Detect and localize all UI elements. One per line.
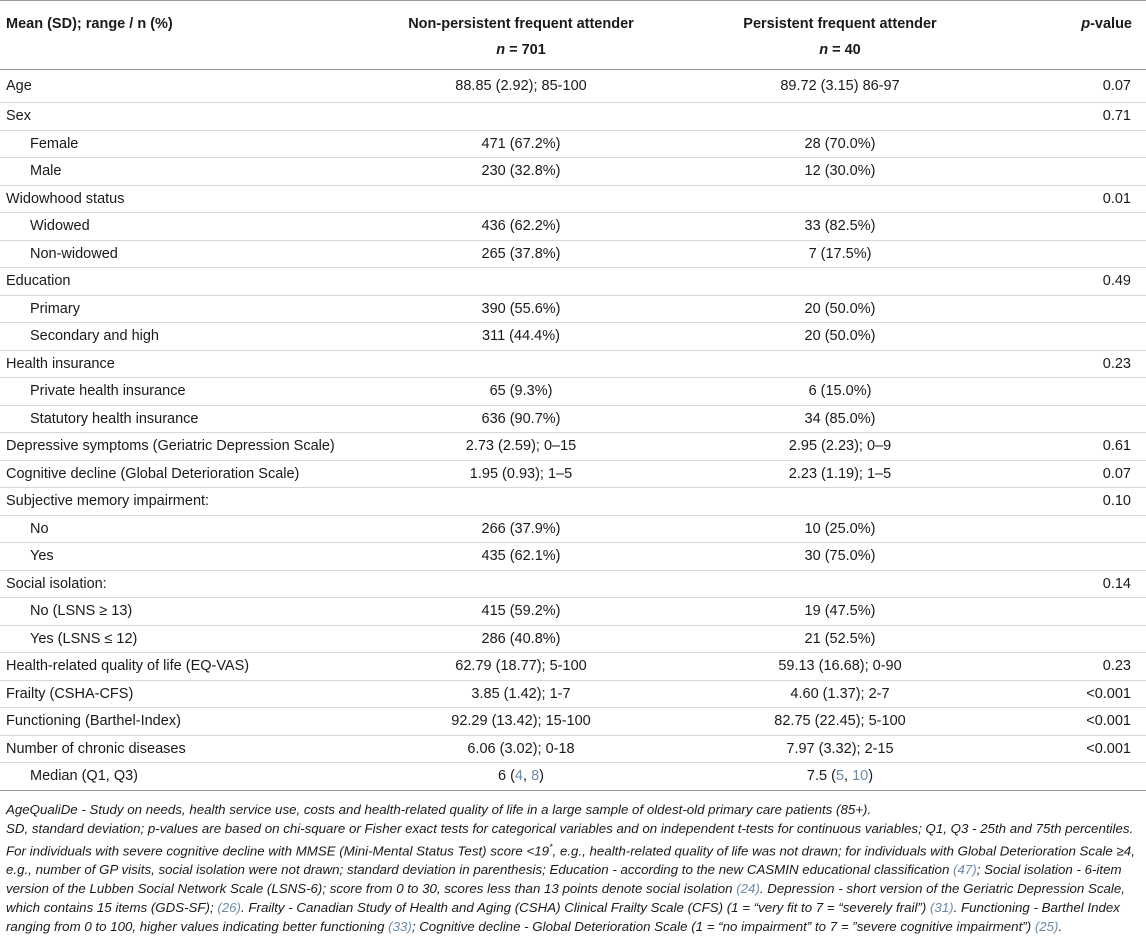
p-value (1008, 378, 1146, 406)
reference-link[interactable]: (31) (929, 899, 954, 915)
row-label: Primary (0, 295, 370, 323)
table-row (0, 460, 1146, 488)
table-row (0, 103, 1146, 131)
p-value: <0.001 (1008, 735, 1146, 763)
non-persistent-value (370, 185, 672, 213)
p-value (1008, 515, 1146, 543)
persistent-value (672, 488, 1008, 516)
table-row (0, 130, 1146, 158)
non-persistent-value: 265 (37.8%) (370, 240, 672, 268)
p-value (1008, 158, 1146, 186)
persistent-value: 89.72 (3.15) 86-97 (672, 70, 1008, 103)
non-persistent-value (370, 103, 672, 131)
p-value: 0.23 (1008, 653, 1146, 681)
table-row (0, 213, 1146, 241)
persistent-value (672, 268, 1008, 296)
non-persistent-value: 6 (4, 8) (370, 763, 672, 791)
reference-link[interactable]: (33) (388, 918, 412, 934)
row-label: Health insurance (0, 350, 370, 378)
table-row (0, 598, 1146, 626)
table-row (0, 625, 1146, 653)
non-persistent-value: 1.95 (0.93); 1–5 (370, 460, 672, 488)
persistent-value: 7.97 (3.32); 2-15 (672, 735, 1008, 763)
row-label: Frailty (CSHA-CFS) (0, 680, 370, 708)
table-row (0, 735, 1146, 763)
row-label: Female (0, 130, 370, 158)
non-persistent-value: 435 (62.1%) (370, 543, 672, 571)
p-value: 0.71 (1008, 103, 1146, 131)
non-persistent-value (370, 350, 672, 378)
table-row (0, 240, 1146, 268)
table-row (0, 350, 1146, 378)
row-label: Subjective memory impairment: (0, 488, 370, 516)
header-persistent: Persistent frequent attender n = 40 (672, 1, 1008, 70)
header-non-persistent-n: n = 701 (496, 42, 546, 58)
table-row (0, 708, 1146, 736)
p-value (1008, 598, 1146, 626)
table-row (0, 488, 1146, 516)
reference-link[interactable]: (47) (953, 861, 977, 877)
persistent-value: 28 (70.0%) (672, 130, 1008, 158)
row-label: Widowed (0, 213, 370, 241)
non-persistent-value: 2.73 (2.59); 0–15 (370, 433, 672, 461)
persistent-value: 21 (52.5%) (672, 625, 1008, 653)
table-header (0, 1, 1146, 70)
persistent-value (672, 350, 1008, 378)
row-label: Non-widowed (0, 240, 370, 268)
table-row (0, 543, 1146, 571)
row-label: Age (0, 70, 370, 103)
non-persistent-value: 471 (67.2%) (370, 130, 672, 158)
p-value (1008, 130, 1146, 158)
p-value: 0.61 (1008, 433, 1146, 461)
non-persistent-value: 6.06 (3.02); 0-18 (370, 735, 672, 763)
row-label: Statutory health insurance (0, 405, 370, 433)
table-body (0, 70, 1146, 791)
non-persistent-value: 230 (32.8%) (370, 158, 672, 186)
persistent-value (672, 570, 1008, 598)
persistent-value: 33 (82.5%) (672, 213, 1008, 241)
row-label: Yes (LSNS ≤ 12) (0, 625, 370, 653)
p-value: 0.07 (1008, 460, 1146, 488)
row-label: Health-related quality of life (EQ-VAS) (0, 653, 370, 681)
persistent-value: 7.5 (5, 10) (672, 763, 1008, 791)
row-label: Median (Q1, Q3) (0, 763, 370, 791)
persistent-value: 20 (50.0%) (672, 295, 1008, 323)
row-label: Number of chronic diseases (0, 735, 370, 763)
table-row (0, 570, 1146, 598)
persistent-value: 34 (85.0%) (672, 405, 1008, 433)
persistent-value: 59.13 (16.68); 0-90 (672, 653, 1008, 681)
p-value (1008, 213, 1146, 241)
row-label: Sex (0, 103, 370, 131)
table-row (0, 268, 1146, 296)
non-persistent-value: 436 (62.2%) (370, 213, 672, 241)
p-value: 0.07 (1008, 70, 1146, 103)
p-value (1008, 295, 1146, 323)
non-persistent-value: 3.85 (1.42); 1-7 (370, 680, 672, 708)
p-value (1008, 763, 1146, 791)
table-row (0, 763, 1146, 791)
persistent-value: 6 (15.0%) (672, 378, 1008, 406)
p-value (1008, 543, 1146, 571)
p-value (1008, 240, 1146, 268)
p-value (1008, 625, 1146, 653)
table-row (0, 185, 1146, 213)
non-persistent-value (370, 488, 672, 516)
header-variable: Mean (SD); range / n (%) (0, 1, 370, 70)
reference-link[interactable]: (24) (736, 880, 760, 896)
p-value: <0.001 (1008, 708, 1146, 736)
row-label: Functioning (Barthel-Index) (0, 708, 370, 736)
p-value (1008, 405, 1146, 433)
row-label: Yes (0, 543, 370, 571)
header-non-persistent: Non-persistent frequent attender n = 701 (370, 1, 672, 70)
non-persistent-value: 415 (59.2%) (370, 598, 672, 626)
header-p-value: p-value (1008, 1, 1146, 70)
table-row (0, 295, 1146, 323)
persistent-value: 7 (17.5%) (672, 240, 1008, 268)
reference-link[interactable]: (26) (217, 899, 241, 915)
table-footnotes (0, 791, 1146, 936)
table-row (0, 158, 1146, 186)
non-persistent-value: 88.85 (2.92); 85-100 (370, 70, 672, 103)
footnote-definitions: SD, standard deviation; p-values are based on chi-square or Fisher exact tests for categorical variables and on independent t-tests for continuous variables; Q1, Q3 - 25th and 75th percentiles. For individuals with severe cognitive decline with MMSE (Mini-Mental Status Test) score <19*, e.g., health-related quality of life was not drawn; for individuals with Global Deterioration Scale ≥4, e.g., number of GP visits, social isolation were not drawn; standard deviation in parenthesis; Education - according to the new CASMIN educational classification (47); Social isolation - 6-item version of the Lubben Social Network Scale (LSNS-6); score from 0 to 30, scores less than 13 points denote social isolation (24). Depression - short version of the Geriatric Depression Scale, which contains 15 items (GDS-SF); (26). Frailty - Canadian Study of Health and Aging (CSHA) Clinical Frailty Scale (CFS) (1 = “very fit to 7 = “severely frail”) (31). Functioning - Barthel Index ranging from 0 to 100, higher values indicating better functioning (33); Cognitive decline - Global Deterioration Scale (1 = “no impairment” to 7 = ”severe cognitive impairment”) (25). (6, 820, 1135, 934)
row-label: Private health insurance (0, 378, 370, 406)
persistent-value: 20 (50.0%) (672, 323, 1008, 351)
footnote-study: AgeQualiDe - Study on needs, health service use, costs and health-related quality of life in a large sample of oldest-old primary care patients (85+). (6, 801, 872, 817)
persistent-value: 82.75 (22.45); 5-100 (672, 708, 1008, 736)
table-row (0, 323, 1146, 351)
p-value: 0.10 (1008, 488, 1146, 516)
non-persistent-value: 636 (90.7%) (370, 405, 672, 433)
row-label: Education (0, 268, 370, 296)
table-row (0, 405, 1146, 433)
persistent-value: 2.95 (2.23); 0–9 (672, 433, 1008, 461)
row-label: No (0, 515, 370, 543)
persistent-value: 12 (30.0%) (672, 158, 1008, 186)
persistent-value (672, 185, 1008, 213)
persistent-value (672, 103, 1008, 131)
non-persistent-value: 92.29 (13.42); 15-100 (370, 708, 672, 736)
p-value: 0.23 (1008, 350, 1146, 378)
persistent-value: 2.23 (1.19); 1–5 (672, 460, 1008, 488)
non-persistent-value: 266 (37.9%) (370, 515, 672, 543)
reference-link[interactable]: (25) (1034, 918, 1059, 934)
p-value: <0.001 (1008, 680, 1146, 708)
row-label: Widowhood status (0, 185, 370, 213)
persistent-value: 4.60 (1.37); 2-7 (672, 680, 1008, 708)
non-persistent-value: 62.79 (18.77); 5-100 (370, 653, 672, 681)
header-persistent-n: n = 40 (819, 42, 861, 58)
table-row (0, 653, 1146, 681)
non-persistent-value: 311 (44.4%) (370, 323, 672, 351)
row-label: Social isolation: (0, 570, 370, 598)
table-row (0, 433, 1146, 461)
non-persistent-value: 390 (55.6%) (370, 295, 672, 323)
row-label: Male (0, 158, 370, 186)
table-row (0, 70, 1146, 103)
row-label: Cognitive decline (Global Deterioration Scale) (0, 460, 370, 488)
persistent-value: 10 (25.0%) (672, 515, 1008, 543)
p-value: 0.01 (1008, 185, 1146, 213)
non-persistent-value: 65 (9.3%) (370, 378, 672, 406)
non-persistent-value (370, 570, 672, 598)
p-value: 0.14 (1008, 570, 1146, 598)
p-value: 0.49 (1008, 268, 1146, 296)
row-label: No (LSNS ≥ 13) (0, 598, 370, 626)
persistent-value: 19 (47.5%) (672, 598, 1008, 626)
row-label: Depressive symptoms (Geriatric Depression Scale) (0, 433, 370, 461)
p-value (1008, 323, 1146, 351)
row-label: Secondary and high (0, 323, 370, 351)
non-persistent-value (370, 268, 672, 296)
table-row (0, 378, 1146, 406)
non-persistent-value: 286 (40.8%) (370, 625, 672, 653)
table-row (0, 515, 1146, 543)
persistent-value: 30 (75.0%) (672, 543, 1008, 571)
table-row (0, 680, 1146, 708)
